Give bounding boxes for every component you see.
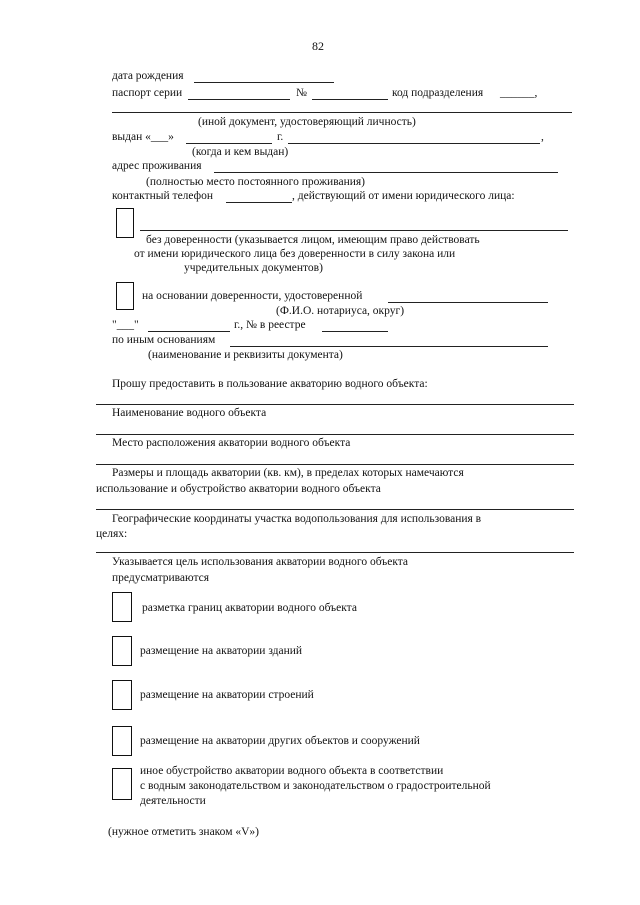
passport-number-sign: №	[296, 87, 307, 99]
request-line[interactable]	[96, 404, 574, 405]
other-arrangement-line1: иное обустройство акватории водного объекта в соответствии	[140, 765, 444, 777]
boundaries-checkbox[interactable]	[112, 592, 132, 622]
birth-date-field[interactable]	[194, 82, 334, 83]
birth-date-label: дата рождения	[112, 70, 184, 82]
footer-note: (нужное отметить знаком «V»)	[108, 826, 260, 838]
issued-by-field[interactable]	[288, 143, 540, 144]
phone-label: контактный телефон	[112, 190, 214, 202]
passport-series-field[interactable]	[188, 99, 290, 100]
buildings-checkbox[interactable]	[112, 636, 132, 666]
boundaries-label: разметка границ акватории водного объекта	[142, 602, 357, 614]
coords-line2: целях:	[96, 528, 128, 540]
structures-label: размещение на акватории строений	[140, 689, 314, 701]
poa-date-label[interactable]: "___"	[112, 319, 139, 331]
other-arrangement-line3: деятельности	[140, 795, 206, 807]
passport-number-field[interactable]	[312, 99, 388, 100]
size-line[interactable]	[96, 509, 574, 510]
issued-year-suffix: г.	[277, 131, 284, 143]
other-grounds-note: (наименование и реквизиты документа)	[148, 349, 343, 361]
structures-checkbox[interactable]	[112, 680, 132, 710]
phone-field[interactable]	[226, 202, 292, 203]
poa-checkbox[interactable]	[116, 282, 134, 310]
size-line2: использование и обустройство акватории водного объекта	[96, 483, 381, 495]
phone-suffix: , действующий от имени юридического лица:	[292, 190, 515, 202]
address-label: адрес проживания	[112, 160, 202, 172]
other-objects-label: размещение на акватории других объектов и сооружений	[140, 735, 420, 747]
issued-label: выдан «___»	[112, 131, 174, 143]
purpose-line2: предусматриваются	[112, 572, 210, 584]
other-objects-checkbox[interactable]	[112, 726, 132, 756]
other-document-note: (иной документ, удостоверяющий личность)	[198, 116, 416, 128]
no-poa-line1: без доверенности (указывается лицом, имеющим право действовать	[146, 234, 480, 246]
division-code-field[interactable]: ______,	[500, 87, 538, 99]
coords-line1: Географические координаты участка водопользования для использования в	[112, 513, 482, 525]
other-arrangement-checkbox[interactable]	[112, 768, 132, 800]
no-poa-line2: от имени юридического лица без доверенности в силу закона или	[134, 248, 456, 260]
other-arrangement-line2: с водным законодательством и законодательством о градостроительной	[140, 780, 491, 792]
coords-line[interactable]	[96, 552, 574, 553]
no-poa-line3: учредительных документов)	[184, 262, 323, 274]
poa-registry-label: г., № в реестре	[234, 319, 306, 331]
other-grounds-label: по иным основаниям	[112, 334, 216, 346]
poa-notary-field[interactable]	[388, 302, 548, 303]
buildings-label: размещение на акватории зданий	[140, 645, 303, 657]
water-body-name-label: Наименование водного объекта	[112, 407, 267, 419]
other-grounds-field[interactable]	[230, 346, 548, 347]
address-note: (полностью место постоянного проживания)	[146, 176, 366, 188]
other-document-field[interactable]	[112, 112, 572, 113]
division-code-label: код подразделения	[392, 87, 484, 99]
purpose-line1: Указывается цель использования акватории водного объекта	[112, 556, 409, 568]
request-text: Прошу предоставить в пользование акваторию водного объекта:	[112, 378, 428, 390]
no-poa-field[interactable]	[140, 230, 568, 231]
location-line[interactable]	[96, 464, 574, 465]
poa-registry-field[interactable]	[322, 331, 388, 332]
passport-series-label: паспорт серии	[112, 87, 183, 99]
issued-date-field[interactable]	[186, 143, 272, 144]
no-poa-checkbox[interactable]	[116, 208, 134, 238]
location-label: Место расположения акватории водного объекта	[112, 437, 351, 449]
issued-note: (когда и кем выдан)	[192, 146, 289, 158]
poa-label: на основании доверенности, удостоверенной	[142, 290, 363, 302]
address-field[interactable]	[214, 172, 558, 173]
poa-note: (Ф.И.О. нотариуса, округ)	[276, 305, 405, 317]
issued-comma: ,	[541, 131, 544, 143]
size-line1: Размеры и площадь акватории (кв. км), в пределах которых намечаются	[112, 467, 464, 479]
poa-date-field[interactable]	[148, 331, 230, 332]
water-body-name-line[interactable]	[96, 434, 574, 435]
page-number: 82	[312, 39, 324, 53]
